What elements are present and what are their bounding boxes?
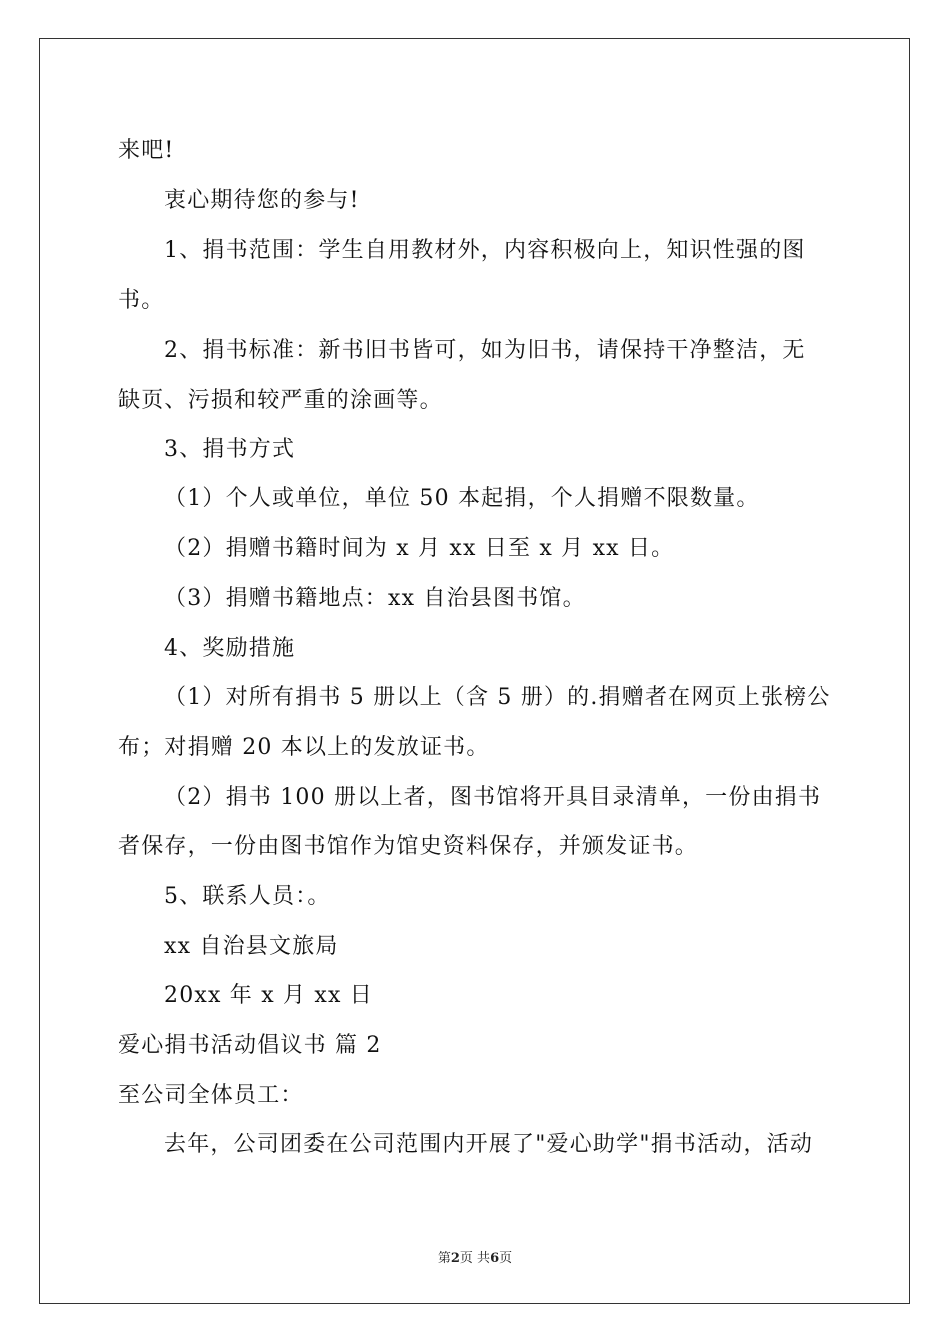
text-line: 缺页、污损和较严重的涂画等。 — [118, 388, 443, 413]
total-pages: 6 — [490, 1251, 500, 1266]
page-footer — [0, 1247, 950, 1266]
section-heading: 爱心捐书活动倡议书 篇 2 — [118, 1033, 382, 1058]
text-line: 4、奖励措施 — [164, 636, 296, 661]
text-line: 20xx 年 x 月 xx 日 — [164, 983, 373, 1008]
text-line: 去年，公司团委在公司范围内开展了"爱心助学"捐书活动，活动 — [164, 1132, 814, 1157]
page-number: 2 — [450, 1251, 460, 1266]
text-line: 布；对捐赠 20 本以上的发放证书。 — [118, 735, 490, 760]
text-line: （3）捐赠书籍地点：xx 自治县图书馆。 — [164, 586, 586, 611]
text-line: （1）个人或单位，单位 50 本起捐，个人捐赠不限数量。 — [164, 486, 760, 511]
text-line: 5、联系人员：。 — [164, 884, 331, 909]
text-line: 书。 — [118, 288, 165, 313]
footer-mid: 页 共 — [459, 1251, 491, 1266]
text-line: 来吧! — [118, 138, 175, 163]
text-line: 者保存，一份由图书馆作为馆史资料保存，并颁发证书。 — [118, 834, 699, 859]
text-line: （2）捐赠书籍时间为 x 月 xx 日至 x 月 xx 日。 — [164, 536, 675, 561]
text-line: xx 自治县文旅局 — [164, 934, 339, 959]
salutation: 至公司全体员工： — [118, 1083, 304, 1108]
page-border — [39, 38, 910, 1304]
footer-suffix: 页 — [499, 1251, 513, 1266]
text-line: 1、捐书范围：学生自用教材外，内容积极向上，知识性强的图 — [164, 238, 806, 263]
text-line: 2、捐书标准：新书旧书皆可，如为旧书，请保持干净整洁，无 — [164, 338, 806, 363]
text-line: （2）捐书 100 册以上者，图书馆将开具目录清单，一份由捐书 — [164, 785, 822, 810]
text-line: 衷心期待您的参与! — [164, 188, 360, 213]
footer-prefix: 第 — [437, 1251, 451, 1266]
text-line: 3、捐书方式 — [164, 437, 296, 462]
text-line: （1）对所有捐书 5 册以上（含 5 册）的.捐赠者在网页上张榜公 — [164, 685, 831, 710]
